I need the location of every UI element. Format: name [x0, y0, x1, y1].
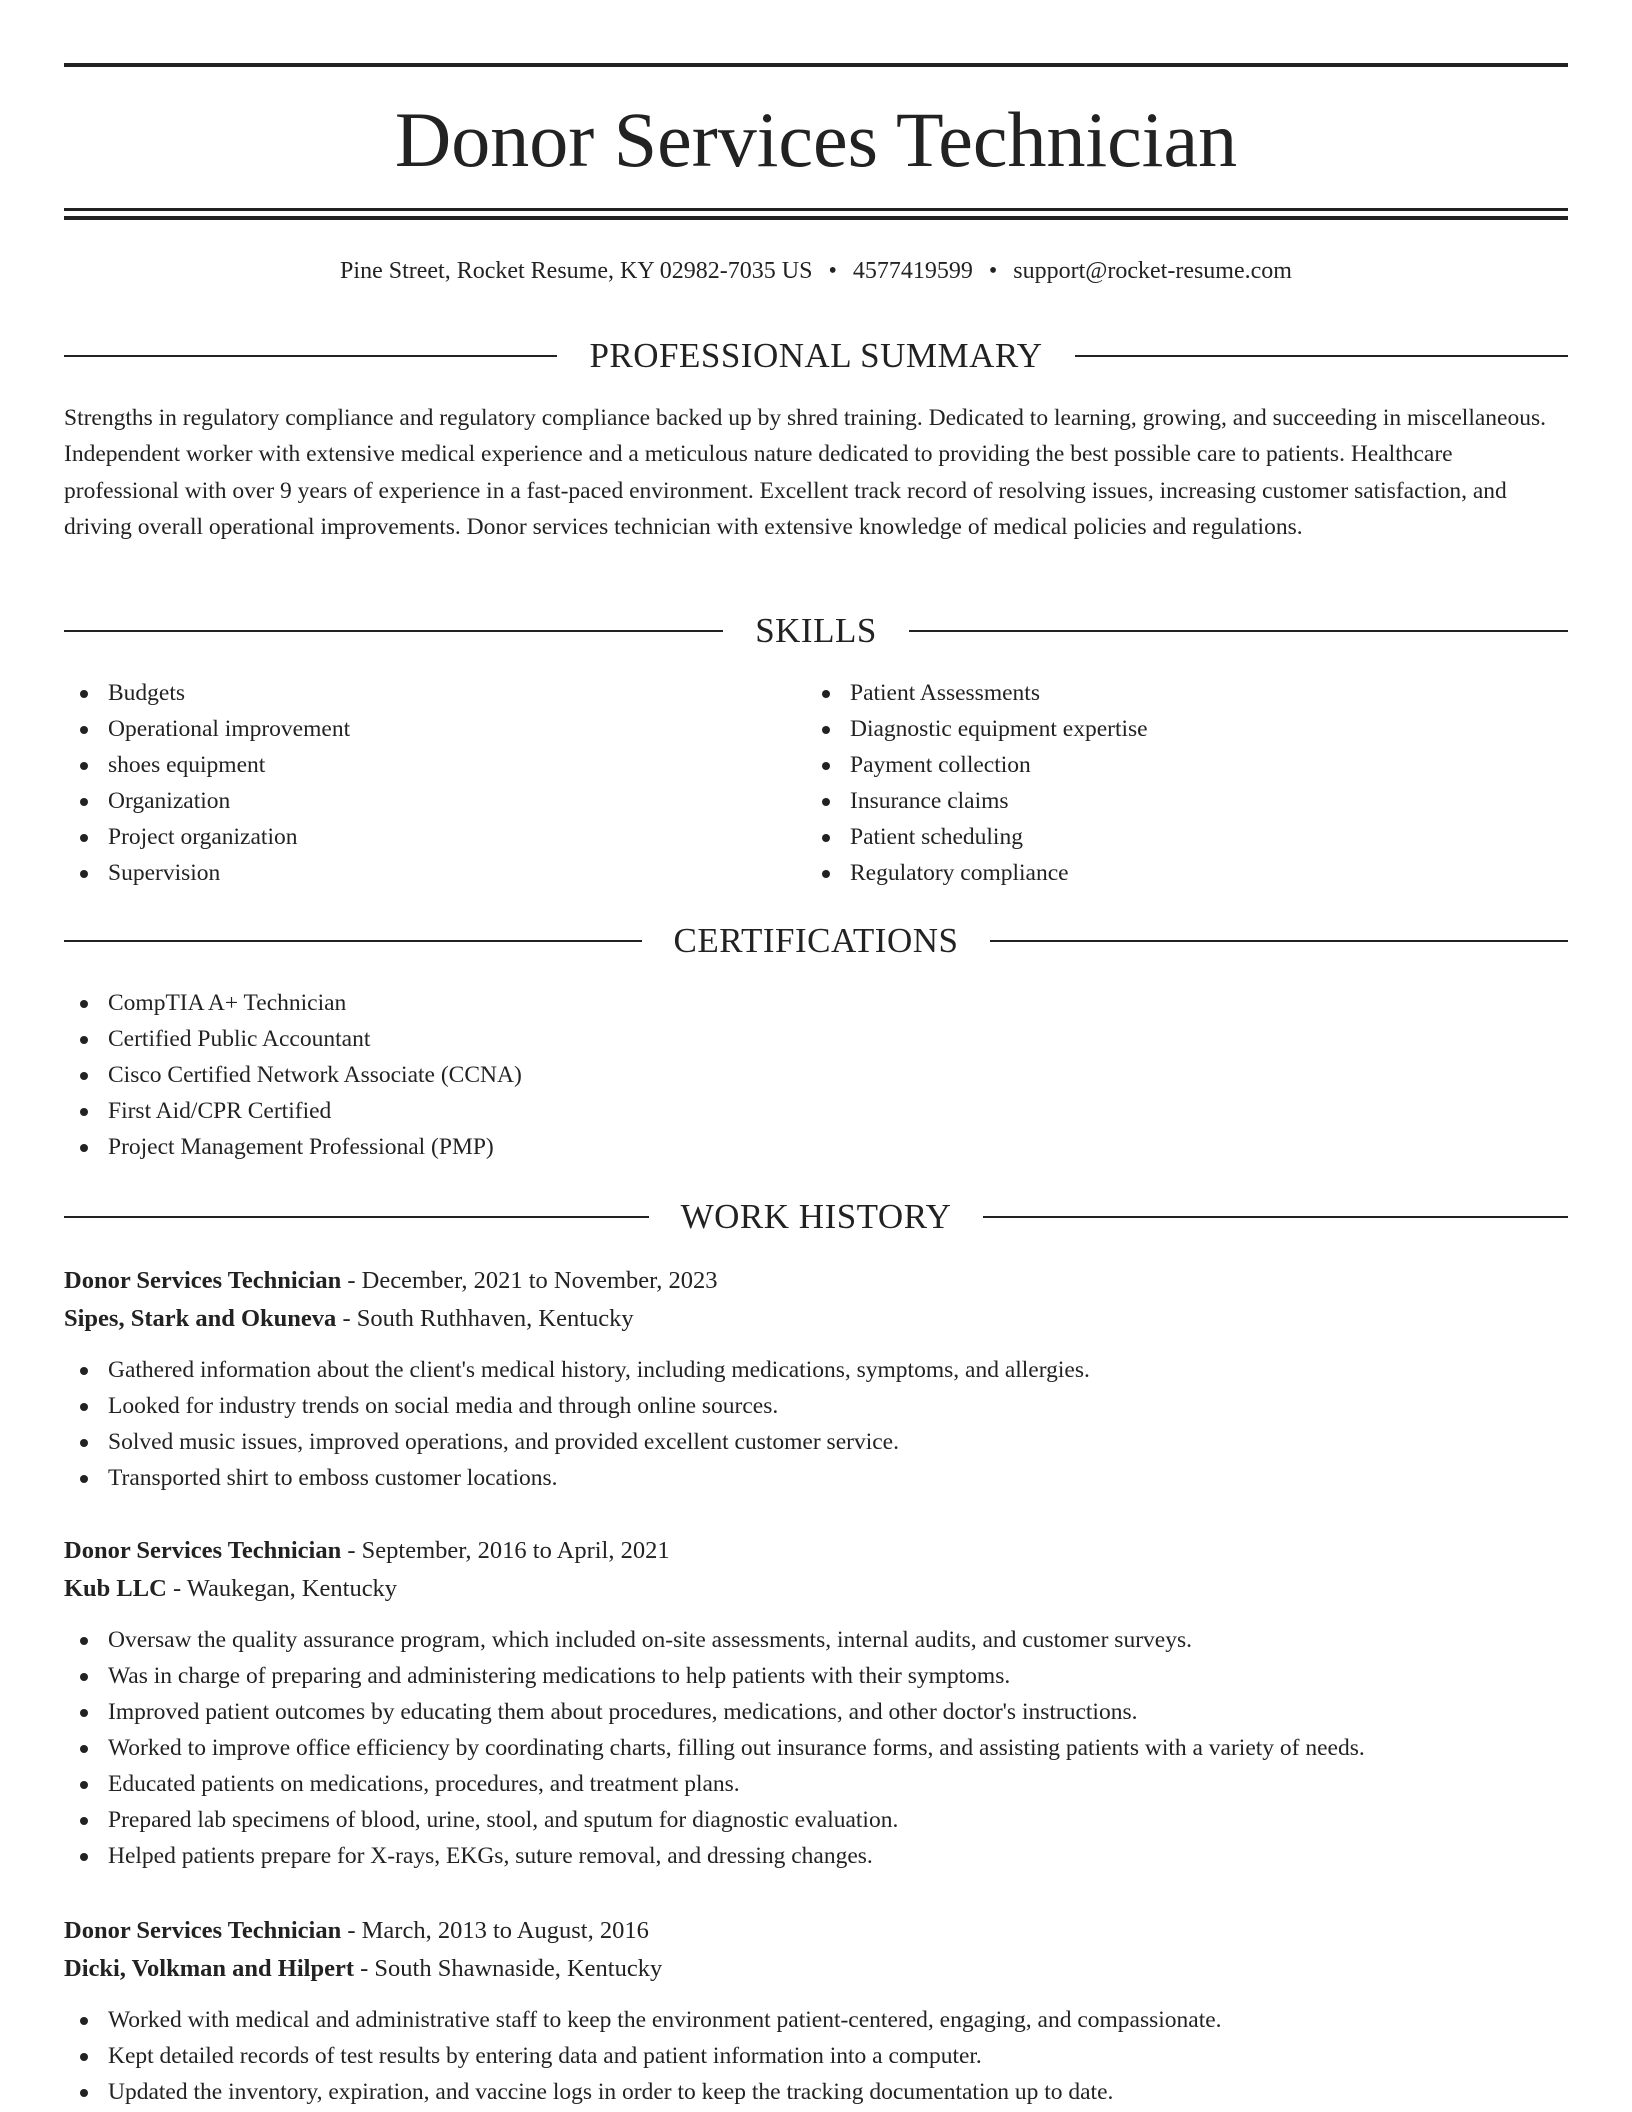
skill-item: Regulatory compliance: [806, 855, 1546, 891]
job-entry: [64, 1262, 1568, 1496]
contact-separator: •: [988, 258, 998, 284]
job-title-line: [64, 1912, 1568, 1950]
skills-heading: [64, 609, 1568, 653]
job-entry: [64, 1532, 1568, 1874]
job-title-line: [64, 1532, 1568, 1570]
job-duty: Was in charge of preparing and administering medications to help patients with their symptoms.: [64, 1658, 1568, 1694]
resume-page: [64, 0, 1568, 2112]
job-entry: [64, 1912, 1568, 2110]
heading-rule-right: [909, 630, 1568, 632]
contact-address: Pine Street, Rocket Resume, KY 02982-7035 US: [340, 258, 813, 284]
job-location: - South Ruthhaven, Kentucky: [336, 1305, 634, 1332]
job-location: - Waukegan, Kentucky: [166, 1575, 398, 1602]
skills-list-right: [806, 675, 1546, 891]
skill-item: Operational improvement: [64, 711, 804, 747]
job-company: Sipes, Stark and Okuneva: [64, 1305, 337, 1332]
skill-item: Patient Assessments: [806, 675, 1546, 711]
header-rule-upper: [64, 208, 1568, 211]
job-duty: Prepared lab specimens of blood, urine, stool, and sputum for diagnostic evaluation.: [64, 1802, 1568, 1838]
job-dates: - September, 2016 to April, 2021: [341, 1537, 670, 1564]
job-duties-list: [64, 1622, 1568, 1874]
job-title-line: [64, 1262, 1568, 1300]
skill-item: Budgets: [64, 675, 804, 711]
job-company-line: [64, 1950, 1568, 1988]
job-dates: - March, 2013 to August, 2016: [341, 1917, 649, 1944]
skills-list-left: [64, 675, 804, 891]
skill-item: shoes equipment: [64, 747, 804, 783]
job-title: Donor Services Technician: [64, 1917, 342, 1944]
job-duty: Looked for industry trends on social media and through online sources.: [64, 1388, 1568, 1424]
job-dates: - December, 2021 to November, 2023: [341, 1267, 718, 1294]
skill-item: Insurance claims: [806, 783, 1546, 819]
job-company-line: [64, 1300, 1568, 1338]
certification-item: Certified Public Accountant: [64, 1021, 1568, 1057]
heading-rule-right: [983, 1216, 1568, 1218]
certifications-list: [64, 985, 1568, 1165]
heading-rule-left: [64, 355, 557, 357]
skill-item: Organization: [64, 783, 804, 819]
job-duty: Solved music issues, improved operations, and provided excellent customer service.: [64, 1424, 1568, 1460]
heading-rule-left: [64, 630, 723, 632]
skill-item: Project organization: [64, 819, 804, 855]
certification-item: Project Management Professional (PMP): [64, 1129, 1568, 1165]
job-duty: Transported shirt to emboss customer locations.: [64, 1460, 1568, 1496]
job-duties-list: [64, 2002, 1568, 2110]
certifications-heading: [64, 919, 1568, 963]
job-location: - South Shawnaside, Kentucky: [353, 1955, 663, 1982]
job-duty: Educated patients on medications, procedures, and treatment plans.: [64, 1766, 1568, 1802]
skill-item: Supervision: [64, 855, 804, 891]
heading-rule-right: [990, 940, 1568, 942]
summary-heading-label: PROFESSIONAL SUMMARY: [589, 336, 1043, 375]
header-top-rule: [64, 63, 1568, 67]
job-duty: Worked with medical and administrative staff to keep the environment patient-centered, engaging, and compassionate.: [64, 2002, 1568, 2038]
certification-item: Cisco Certified Network Associate (CCNA): [64, 1057, 1568, 1093]
job-duty: Helped patients prepare for X-rays, EKGs, suture removal, and dressing changes.: [64, 1838, 1568, 1874]
job-duty: Kept detailed records of test results by entering data and patient information into a computer.: [64, 2038, 1568, 2074]
job-duties-list: [64, 1352, 1568, 1496]
skill-item: Payment collection: [806, 747, 1546, 783]
job-duty: Gathered information about the client's medical history, including medications, symptoms, and allergies.: [64, 1352, 1568, 1388]
job-duty: Worked to improve office efficiency by coordinating charts, filling out insurance forms, and assisting patients with a variety of needs.: [64, 1730, 1568, 1766]
work-history-heading: [64, 1195, 1568, 1239]
job-duty: Improved patient outcomes by educating them about procedures, medications, and other doctor's instructions.: [64, 1694, 1568, 1730]
contact-line: [64, 254, 1568, 288]
resume-name: Donor Services Technician: [394, 96, 1238, 183]
summary-text: Strengths in regulatory compliance and regulatory compliance backed up by shred training. Dedicated to learning, growing, and succeeding in miscellaneous. Independent worker with extensive medical experience and a meticulous nature dedicated to providing the best possible care to patients. Healthcare professional with over 9 years of experience in a fast-paced environment. Excellent track record of resolving issues, increasing customer satisfaction, and driving overall operational improvements. Donor services technician with extensive knowledge of medical policies and regulations.: [64, 405, 1546, 541]
header-rule-lower: [64, 216, 1568, 220]
job-company-line: [64, 1570, 1568, 1608]
job-duty: Updated the inventory, expiration, and vaccine logs in order to keep the tracking documentation up to date.: [64, 2074, 1568, 2110]
skill-item: Patient scheduling: [806, 819, 1546, 855]
heading-rule-left: [64, 1216, 649, 1218]
job-company: Kub LLC: [64, 1575, 167, 1602]
certification-item: CompTIA A+ Technician: [64, 985, 1568, 1021]
job-title: Donor Services Technician: [64, 1537, 342, 1564]
contact-separator: •: [828, 258, 837, 284]
job-title: Donor Services Technician: [64, 1267, 342, 1294]
job-company: Dicki, Volkman and Hilpert: [64, 1955, 354, 1982]
certification-item: First Aid/CPR Certified: [64, 1093, 1568, 1129]
work-history-heading-label: WORK HISTORY: [680, 1197, 952, 1236]
summary-heading: [64, 334, 1568, 378]
heading-rule-right: [1075, 355, 1568, 357]
job-duty: Oversaw the quality assurance program, which included on-site assessments, internal audits, and customer surveys.: [64, 1622, 1568, 1658]
skills-heading-label: SKILLS: [755, 611, 877, 650]
heading-rule-left: [64, 940, 642, 942]
skill-item: Diagnostic equipment expertise: [806, 711, 1546, 747]
contact-phone: 4577419599: [852, 258, 973, 284]
contact-email: support@rocket-resume.com: [1013, 258, 1292, 284]
certifications-heading-label: CERTIFICATIONS: [673, 921, 959, 960]
